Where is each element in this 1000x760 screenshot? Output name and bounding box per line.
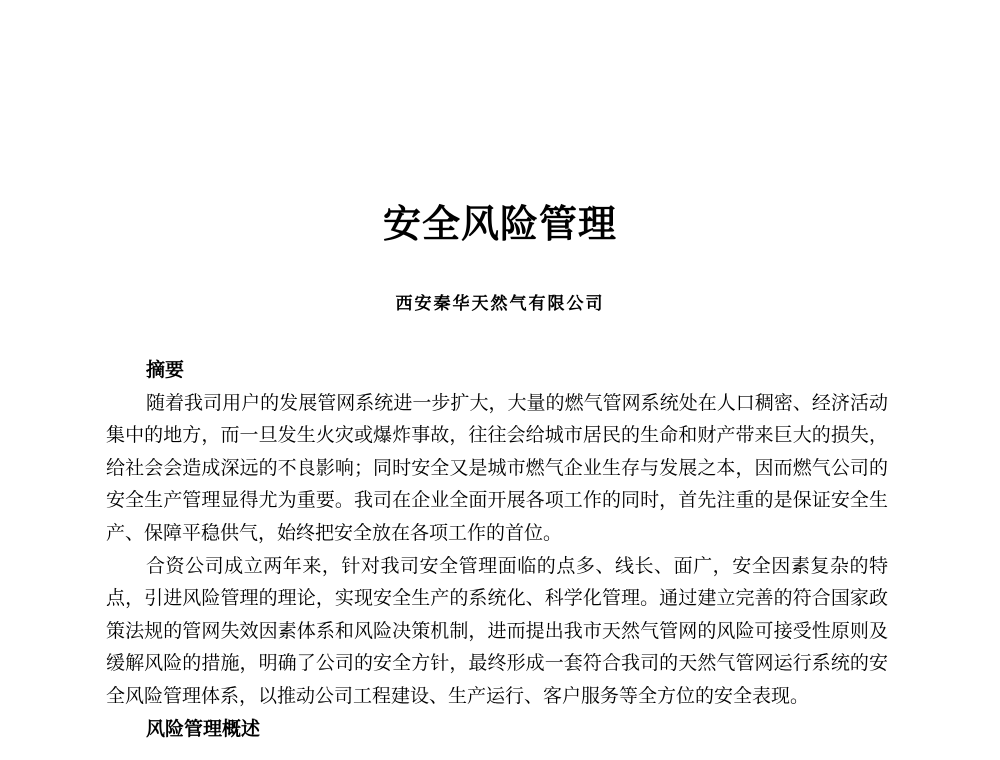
abstract-heading: 摘要 bbox=[146, 359, 185, 381]
document-author: 西安秦华天然气有限公司 bbox=[395, 294, 605, 314]
section-heading: 风险管理概述 bbox=[146, 717, 261, 740]
abstract-paragraph-2: 合资公司成立两年来，针对我司安全管理面临的点多、线长、面广，安全因素复杂的特点，引进风险管理的理论，实现安全生产的系统化、科学化管理。通过建立完善的符合国家政策法规的管网失效因素体系和风险决策机制，进而提出我市天然气管网的风险可接受性原则及缓解风险的措施，明确了公司的安全方针，最终形成一套符合我司的天然气管网运行系统的安全风险管理体系，以推动公司工程建设、生产运行、客户服务等全方位的安全表现。 bbox=[106, 554, 888, 707]
abstract-paragraph-1: 随着我司用户的发展管网系统进一步扩大，大量的燃气管网系统处在人口稠密、经济活动集中的地方，而一旦发生火灾或爆炸事故，往往会给城市居民的生命和财产带来巨大的损失，给社会会造成深远的不良影响；同时安全又是城市燃气企业生存与发展之本，因而燃气公司的安全生产管理显得尤为重要。我司在企业全面开展各项工作的同时，首先注重的是保证安全生产、保障平稳供气，始终把安全放在各项工作的首位。 bbox=[106, 391, 888, 544]
document-body bbox=[106, 354, 888, 745]
document-title: 安全风险管理 bbox=[382, 201, 617, 246]
